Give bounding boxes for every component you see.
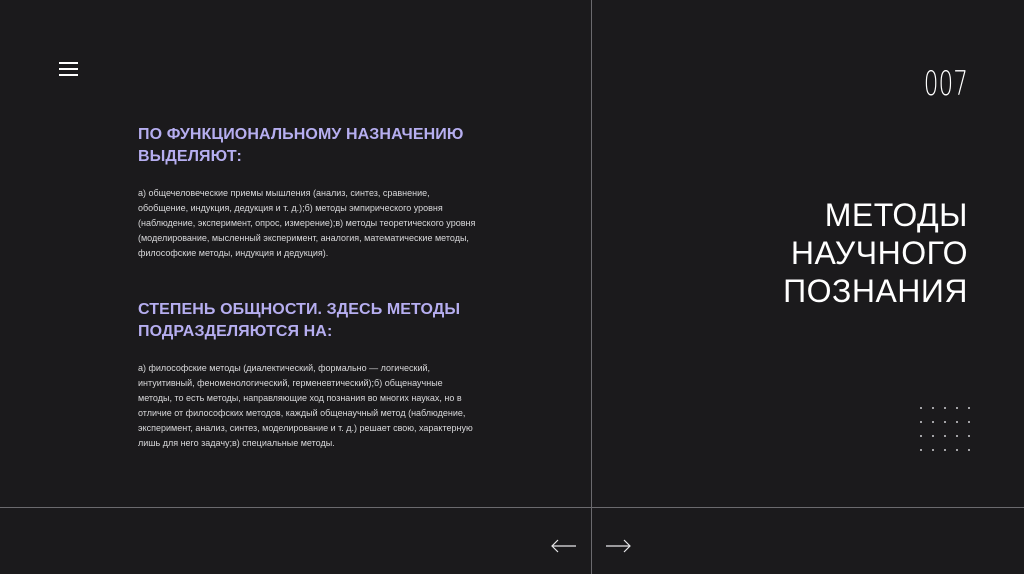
horizontal-divider bbox=[0, 507, 1024, 508]
arrow-right-icon[interactable] bbox=[604, 538, 632, 554]
slide-content bbox=[138, 124, 478, 451]
hamburger-menu-icon[interactable] bbox=[59, 62, 79, 76]
section-body-functional: а) общечеловеческие приемы мышления (анализ, синтез, сравнение, обобщение, индукция, дедукция и т. д.);б) методы эмпирического уровня (наблюдение, эксперимент, опрос, измерение);в) методы теоретического уровня (моделирование, мысленный эксперимент, аналогия, математические методы, философские методы, индукция и дедукция). bbox=[138, 188, 476, 258]
section-body-generality: а) философские методы (диалектический, формально — логический, интуитивный, феноменологический, герменевтический);б) общенаучные методы, то есть методы, направляющие ход познания во многих науках, но в отличие от философских методов, каждый общенаучный метод (наблюдение, эксперимент, анализ, синтез, моделирование и т. д.) решает свою, характерную лишь для него задачу;в) специальные методы. bbox=[138, 363, 473, 448]
menu-bar bbox=[59, 68, 78, 70]
slide-title: МЕТОДЫ НАУЧНОГО ПОЗНАНИЯ bbox=[783, 197, 968, 309]
vertical-divider bbox=[591, 0, 592, 574]
arrow-left-icon[interactable] bbox=[550, 538, 578, 554]
dot-grid-icon bbox=[917, 404, 973, 454]
section-heading-generality: СТЕПЕНЬ ОБЩНОСТИ. ЗДЕСЬ МЕТОДЫ ПОДРАЗДЕЛЯЮТСЯ НА: bbox=[138, 301, 461, 340]
section-heading-functional: ПО ФУНКЦИОНАЛЬНОМУ НАЗНАЧЕНИЮ ВЫДЕЛЯЮТ: bbox=[138, 126, 464, 165]
menu-bar bbox=[59, 62, 78, 64]
page-number: 007 bbox=[923, 64, 968, 104]
menu-bar bbox=[59, 74, 78, 76]
